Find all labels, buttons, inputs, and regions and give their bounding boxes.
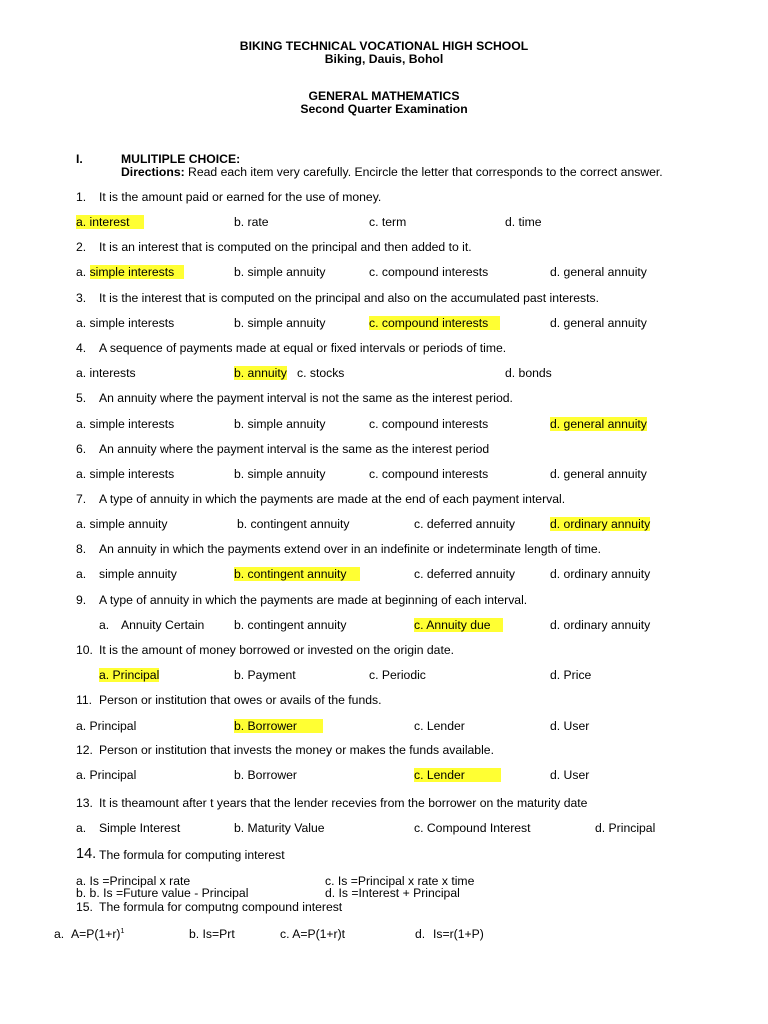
choice-d[interactable]: d. general annuity: [550, 467, 647, 481]
choice-b[interactable]: b. Is=Prt: [189, 927, 235, 941]
answer-highlight: d. general annuity: [550, 417, 647, 431]
choice-a[interactable]: [76, 265, 184, 279]
answer-highlight: b. annuity: [234, 366, 287, 380]
choice-d[interactable]: Is=r(1+P): [433, 927, 484, 941]
question-number: 15.: [76, 900, 93, 914]
school-name: BIKING TECHNICAL VOCATIONAL HIGH SCHOOL: [239, 39, 529, 53]
choice-c[interactable]: c. stocks: [297, 366, 345, 380]
choice-d[interactable]: d. ordinary annuity: [550, 618, 651, 632]
choice-a-prefix: a.: [76, 567, 87, 581]
choice-d[interactable]: d. time: [505, 215, 542, 229]
choice-b[interactable]: [234, 719, 323, 733]
question-number: 5.: [76, 391, 87, 405]
choice-c[interactable]: c. Periodic: [369, 668, 426, 682]
choice-a[interactable]: Annuity Certain: [121, 618, 205, 632]
question-number: 6.: [76, 442, 87, 456]
choice-b[interactable]: [234, 567, 360, 581]
choice-d-prefix: d.: [415, 927, 426, 941]
choice-a[interactable]: a. Principal: [76, 768, 137, 782]
choice-c[interactable]: c. deferred annuity: [414, 567, 515, 581]
choice-c[interactable]: [414, 768, 501, 782]
choice-b[interactable]: b. b. Is =Future value - Principal: [76, 886, 249, 900]
answer-highlight: a. Principal: [99, 668, 160, 682]
choice-a[interactable]: a. simple interests: [76, 417, 175, 431]
school-address: Biking, Dauis, Bohol: [324, 52, 444, 66]
directions-label: Directions:: [121, 165, 185, 179]
choice-d[interactable]: d. general annuity: [550, 316, 647, 330]
question-number: 8.: [76, 542, 87, 556]
question-number: 2.: [76, 240, 87, 254]
choice-a[interactable]: a. Principal: [76, 719, 137, 733]
formula-a: A=P(1+r): [71, 927, 121, 941]
answer-highlight: simple interests: [90, 265, 185, 279]
choice-d[interactable]: d. general annuity: [550, 265, 647, 279]
question-text: An annuity in which the payments extend over in an indefinite or indeterminate length of time.: [99, 542, 602, 556]
choice-a[interactable]: simple annuity: [99, 567, 177, 581]
choice-a[interactable]: [99, 668, 159, 682]
choice-prefix: a.: [76, 265, 90, 279]
choice-b[interactable]: b. contingent annuity: [237, 517, 350, 531]
choice-d[interactable]: d. Price: [550, 668, 592, 682]
question-text: Person or institution that owes or avails of the funds.: [99, 693, 382, 707]
question-text: A sequence of payments made at equal or fixed intervals or periods of time.: [99, 341, 507, 355]
choice-a[interactable]: a. simple annuity: [76, 517, 168, 531]
answer-highlight: c. Annuity due: [414, 618, 503, 632]
choice-c[interactable]: c. term: [369, 215, 407, 229]
choice-b[interactable]: b. Payment: [234, 668, 296, 682]
choice-a[interactable]: Simple Interest: [99, 821, 181, 835]
question-number: 14.: [76, 846, 97, 862]
answer-highlight: c. Lender: [414, 768, 501, 782]
choice-c[interactable]: c. Is =Principal x rate x time: [325, 874, 475, 888]
question-text: It is the amount paid or earned for the use of money.: [99, 190, 382, 204]
question-number: 3.: [76, 291, 87, 305]
choice-c[interactable]: c. compound interests: [369, 265, 489, 279]
answer-highlight: a. interest: [76, 215, 144, 229]
answer-highlight: d. ordinary annuity: [550, 517, 651, 531]
choice-c[interactable]: c. compound interests: [369, 417, 489, 431]
choice-b[interactable]: b. simple annuity: [234, 467, 326, 481]
exam-title: Second Quarter Examination: [300, 102, 468, 116]
question-number: 13.: [76, 796, 93, 810]
choice-a-prefix: a.: [99, 618, 110, 632]
choice-d[interactable]: d. User: [550, 768, 590, 782]
choice-d[interactable]: d. User: [550, 719, 590, 733]
choice-d[interactable]: d. Is =Interest + Principal: [325, 886, 460, 900]
section-number: I.: [76, 152, 83, 166]
choice-a-prefix: a.: [54, 927, 65, 941]
choice-c[interactable]: [369, 316, 500, 330]
question-text: It is the amount of money borrowed or invested on the origin date.: [99, 643, 454, 657]
choice-d[interactable]: [550, 517, 650, 531]
answer-highlight: b. contingent annuity: [234, 567, 360, 581]
question-number: 10.: [76, 643, 93, 657]
question-text: An annuity where the payment interval is the same as the interest period: [99, 442, 490, 456]
choice-c[interactable]: c. A=P(1+r)t: [280, 927, 346, 941]
question-text: The formula for computing interest: [99, 848, 285, 862]
choice-b[interactable]: [234, 366, 287, 380]
choice-a[interactable]: a. simple interests: [76, 467, 175, 481]
choice-b[interactable]: b. simple annuity: [234, 265, 326, 279]
choice-a[interactable]: a. interests: [76, 366, 136, 380]
choice-a[interactable]: [71, 927, 124, 941]
question-text: It is an interest that is computed on the principal and then added to it.: [99, 240, 472, 254]
question-number: 12.: [76, 743, 93, 757]
subject-title: GENERAL MATHEMATICS: [308, 89, 460, 103]
formula-a-exponent: 1: [120, 927, 125, 935]
question-number: 7.: [76, 492, 87, 506]
question-text: Person or institution that invests the money or makes the funds available.: [99, 743, 494, 757]
choice-d[interactable]: d. bonds: [505, 366, 552, 380]
choice-c[interactable]: c. deferred annuity: [414, 517, 515, 531]
choice-c[interactable]: c. compound interests: [369, 467, 489, 481]
choice-d[interactable]: d. ordinary annuity: [550, 567, 651, 581]
choice-d[interactable]: d. Principal: [595, 821, 656, 835]
question-text: It is the interest that is computed on the principal and also on the accumulated past interests.: [99, 291, 599, 305]
question-number: 11.: [76, 693, 93, 707]
answer-highlight: b. Borrower: [234, 719, 323, 733]
choice-b[interactable]: b. simple annuity: [234, 316, 326, 330]
choice-c[interactable]: c. Lender: [414, 719, 465, 733]
question-text: A type of annuity in which the payments are made at the end of each payment interval.: [99, 492, 566, 506]
choice-b[interactable]: b. Borrower: [234, 768, 297, 782]
directions: [121, 165, 663, 179]
choice-a-prefix: a.: [76, 821, 87, 835]
question-text: An annuity where the payment interval is not the same as the interest period.: [99, 391, 513, 405]
choice-a[interactable]: a. Is =Principal x rate: [76, 874, 191, 888]
choice-a[interactable]: [76, 215, 144, 229]
directions-text: Read each item very carefully. Encircle the letter that corresponds to the correct answer.: [184, 165, 663, 179]
question-number: 9.: [76, 593, 87, 607]
choice-b[interactable]: b. simple annuity: [234, 417, 326, 431]
answer-highlight: c. compound interests: [369, 316, 500, 330]
choice-b[interactable]: b. rate: [234, 215, 269, 229]
question-text: It is theamount after t years that the lender recevies from the borrower on the maturity date: [99, 796, 588, 810]
section-title: MULITIPLE CHOICE:: [121, 152, 241, 166]
question-number: 1.: [76, 190, 87, 204]
choice-a[interactable]: a. simple interests: [76, 316, 175, 330]
question-number: 4.: [76, 341, 87, 355]
choice-b[interactable]: b. contingent annuity: [234, 618, 347, 632]
choice-b[interactable]: b. Maturity Value: [234, 821, 325, 835]
choice-d[interactable]: [550, 417, 647, 431]
choice-c[interactable]: [414, 618, 503, 632]
question-text: The formula for computng compound interest: [99, 900, 343, 914]
question-text: A type of annuity in which the payments are made at beginning of each interval.: [99, 593, 528, 607]
choice-c[interactable]: c. Compound Interest: [414, 821, 531, 835]
